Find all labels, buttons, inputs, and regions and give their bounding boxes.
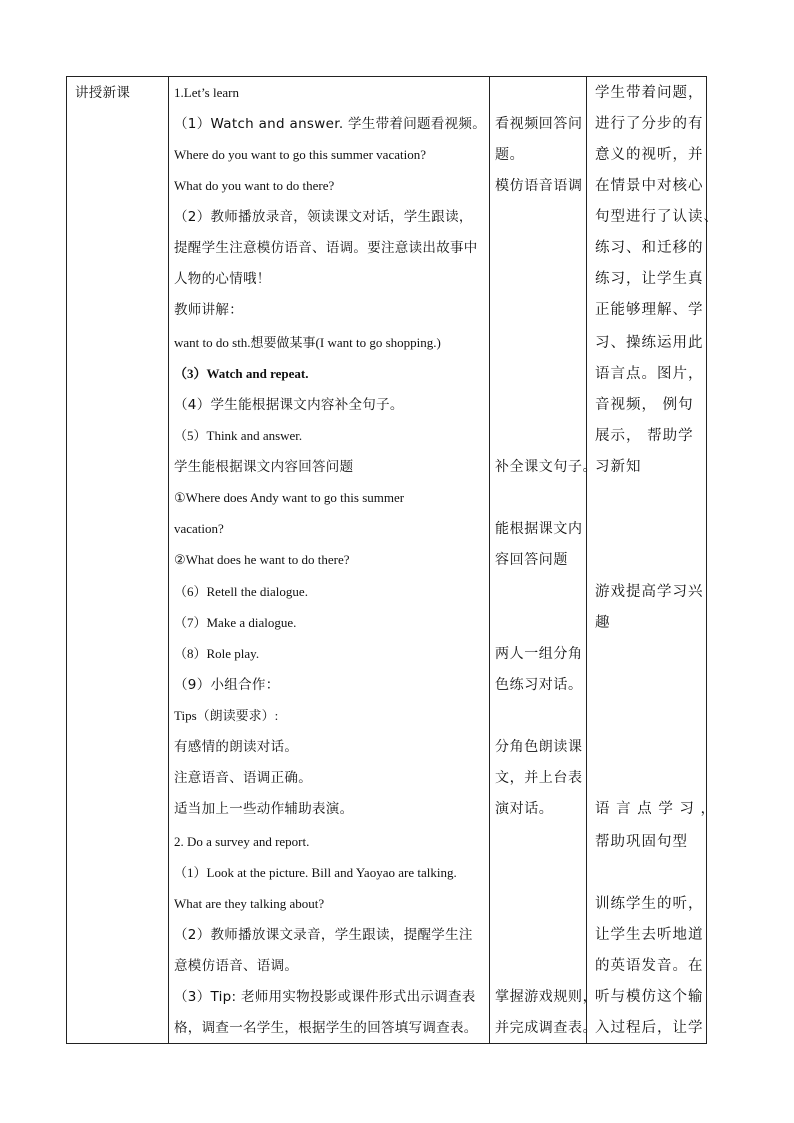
teacher-line: ②What does he want to do there? (174, 552, 350, 567)
intent-line: 练习、和迁移的 (595, 240, 704, 256)
teacher-line: What are they talking about? (174, 896, 325, 911)
intent-line: 游戏提高学习兴 (595, 584, 704, 600)
intent-line: 语 言 点 学 习 ， (595, 801, 717, 817)
section-label: 讲授新课 (75, 85, 131, 101)
column-divider (586, 77, 587, 1043)
teacher-line: want to do sth.想要做某事(I want to go shopping.) (174, 335, 441, 350)
intent-line: 帮助巩固句型 (595, 834, 688, 850)
teacher-line: （3）Tip: 老师用实物投影或课件形式出示调查表 (174, 989, 476, 1005)
teacher-line: 教师讲解： (174, 302, 243, 318)
intent-line: 学生带着问题， (595, 85, 704, 101)
teacher-line: 人物的心情哦！ (174, 271, 271, 287)
teacher-line: （5）Think and answer. (174, 428, 303, 443)
intent-line: 句型进行了认读、 (595, 209, 719, 225)
lesson-plan-table (66, 76, 719, 1044)
teacher-line: （3）Watch and repeat. (174, 366, 309, 381)
intent-line: 习、操练运用此 (595, 335, 704, 351)
teacher-line: 注意语音、语调正确。 (174, 770, 312, 786)
teacher-line: （2）教师播放课文录音，学生跟读，提醒学生注 (174, 927, 473, 943)
intent-line: 听与模仿这个输 (595, 989, 704, 1005)
teacher-line: 2. Do a survey and report. (174, 834, 310, 849)
intent-line: 语言点。图片， (595, 366, 704, 382)
teacher-line: 适当加上一些动作辅助表演。 (174, 801, 354, 817)
teacher-line: （4）学生能根据课文内容补全句子。 (174, 397, 404, 413)
student-line: 题。 (495, 147, 525, 163)
teacher-line: （7）Make a dialogue. (174, 615, 297, 630)
teacher-line: vacation? (174, 521, 224, 536)
teacher-line: （1）Watch and answer. 学生带着问题看视频。 (174, 116, 487, 132)
teacher-line: What do you want to do there? (174, 178, 335, 193)
teacher-line: （2）教师播放录音，领读课文对话，学生跟读， (174, 209, 473, 225)
teacher-line: （6）Retell the dialogue. (174, 584, 308, 599)
student-line: 演对话。 (495, 801, 554, 817)
student-line: 能根据课文内 (495, 521, 583, 537)
teacher-line: 学生能根据课文内容回答问题 (174, 459, 354, 475)
intent-line: 训练学生的听， (595, 896, 704, 912)
teacher-line: （1）Look at the picture. Bill and Yaoyao are talking. (174, 865, 457, 880)
teacher-line: 格，调查一名学生，根据学生的回答填写调查表。 (174, 1020, 478, 1036)
intent-line: 的英语发音。在 (595, 958, 704, 974)
teacher-line: （9）小组合作： (174, 677, 280, 693)
student-line: 补全课文句子。 (495, 459, 598, 475)
student-line: 模仿语音语调 (495, 178, 583, 194)
intent-line: 练习，让学生真 (595, 271, 704, 287)
intent-line: 让学生去听地道 (595, 927, 704, 943)
intent-line: 正能够理解、学 (595, 302, 704, 318)
teacher-line: （8）Role play. (174, 646, 260, 661)
teacher-line: Where do you want to go this summer vacation? (174, 147, 426, 162)
student-line: 文，并上台表 (495, 770, 583, 786)
student-line: 分角色朗读课 (495, 739, 583, 755)
teacher-line: 提醒学生注意模仿语音、语调。要注意读出故事中 (174, 240, 478, 256)
intent-line: 进行了分步的有 (595, 116, 704, 132)
teacher-line: ①Where does Andy want to go this summer (174, 490, 405, 505)
column-divider (168, 77, 169, 1043)
student-line: 容回答问题 (495, 552, 568, 568)
intent-line: 习新知 (595, 459, 642, 475)
student-line: 两人一组分角 (495, 646, 583, 662)
intent-line: 意义的视听，并 (595, 147, 704, 163)
student-line: 看视频回答问 (495, 116, 583, 132)
teacher-line: 1.Let’s learn (174, 85, 239, 100)
teacher-line: 意模仿语音、语调。 (174, 958, 299, 974)
intent-line: 趣 (595, 615, 611, 631)
teacher-line: Tips（朗读要求）: (174, 708, 279, 723)
intent-line: 入过程后，让学 (595, 1020, 704, 1036)
student-line: 掌握游戏规则， (495, 989, 598, 1005)
teacher-line: 有感情的朗读对话。 (174, 739, 299, 755)
intent-line: 展示， 帮助学 (595, 428, 694, 444)
student-line: 色练习对话。 (495, 677, 583, 693)
intent-line: 在情景中对核心 (595, 178, 704, 194)
column-divider (489, 77, 490, 1043)
intent-line: 音视频， 例句 (595, 397, 694, 413)
student-line: 并完成调查表。 (495, 1020, 598, 1036)
